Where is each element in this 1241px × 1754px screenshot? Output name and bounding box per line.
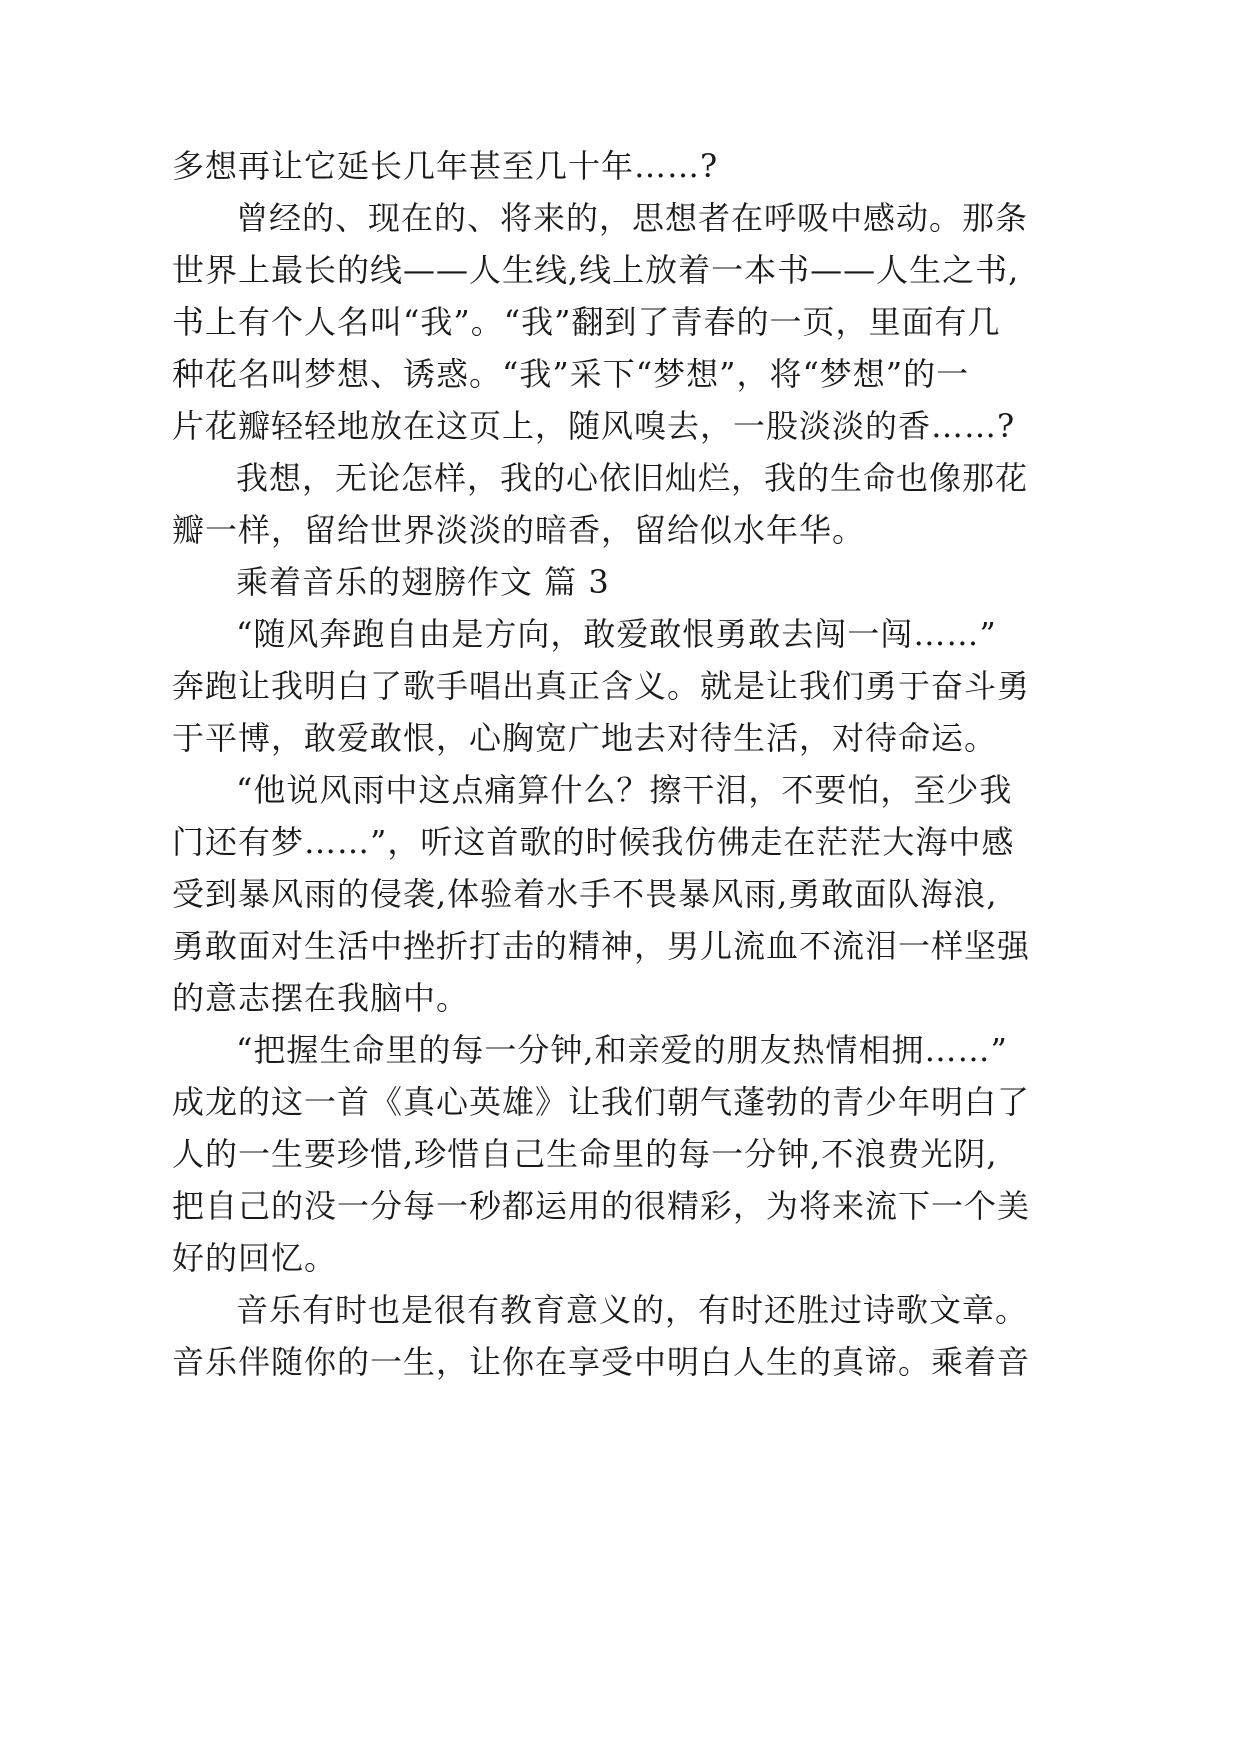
text-line: 种花名叫梦想、诱惑。“我”采下“梦想”，将“梦想”的一: [172, 355, 970, 393]
text-line: 好的回忆。: [172, 1239, 338, 1277]
text-line: 音乐伴随你的一生，让你在享受中明白人生的真谛。乘着音: [172, 1343, 1031, 1381]
text-line: 把自己的没一分每一秒都运用的很精彩，为将来流下一个美: [172, 1187, 1031, 1225]
text-line: 人的一生要珍惜,珍惜自己生命里的每一分钟,不浪费光阴,: [172, 1135, 998, 1173]
paragraph-start-line: “随风奔跑自由是方向，敢爱敢恨勇敢去闯一闯……”: [236, 615, 997, 653]
paragraph-start-line: 我想，无论怎样，我的心依旧灿烂，我的生命也像那花: [236, 459, 1029, 497]
text-line: 成龙的这一首《真心英雄》让我们朝气蓬勃的青少年明白了: [172, 1083, 1031, 1121]
text-line: 世界上最长的线——人生线,线上放着一本书——人生之书,: [172, 251, 1020, 289]
text-line: 瓣一样，留给世界淡淡的暗香，留给似水年华。: [172, 511, 866, 549]
paragraph-start-line: 曾经的、现在的、将来的，思想者在呼吸中感动。那条: [236, 199, 1029, 237]
text-line: 书上有个人名叫“我”。“我”翻到了青春的一页，里面有几: [172, 303, 1001, 341]
text-line: 受到暴风雨的侵袭,体验着水手不畏暴风雨,勇敢面队海浪,: [172, 875, 998, 913]
paragraph-start-line: “把握生命里的每一分钟,和亲爱的朋友热情相拥……”: [236, 1031, 1008, 1069]
text-line: 门还有梦……”，听这首歌的时候我仿佛走在茫茫大海中感: [172, 823, 1015, 861]
paragraph-start-line: “他说风雨中这点痛算什么？擦干泪，不要怕，至少我: [236, 771, 1013, 809]
text-line: 于平博，敢爱敢恨，心胸宽广地去对待生活，对待命运。: [172, 719, 998, 757]
text-line: 多想再让它延长几年甚至几十年……?: [172, 147, 719, 185]
paragraph-start-line: 音乐有时也是很有教育意义的，有时还胜过诗歌文章。: [236, 1291, 1029, 1329]
section-heading: 乘着音乐的翅膀作文 篇 3: [236, 563, 610, 601]
text-line: 勇敢面对生活中挫折打击的精神，男儿流血不流泪一样坚强: [172, 927, 1031, 965]
text-line: 片花瓣轻轻地放在这页上，随风嗅去，一股淡淡的香……?: [172, 407, 1016, 445]
text-line: 奔跑让我明白了歌手唱出真正含义。就是让我们勇于奋斗勇: [172, 667, 1031, 705]
text-line: 的意志摆在我脑中。: [172, 979, 470, 1017]
